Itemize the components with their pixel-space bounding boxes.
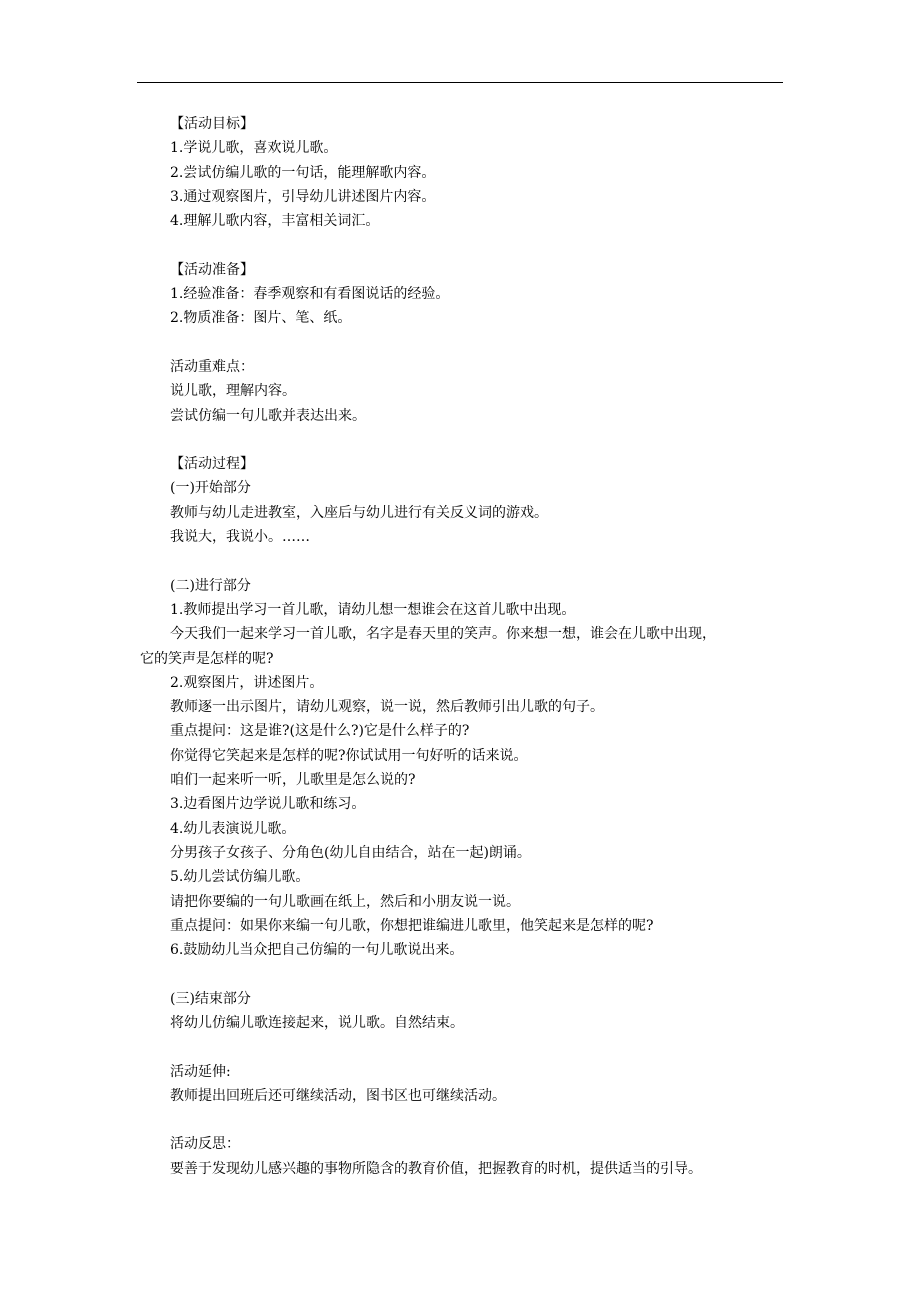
process-heading: 【活动过程】 — [170, 456, 254, 473]
part2-line: 教师逐一出示图片，请幼儿观察，说一说，然后教师引出儿歌的句子。 — [170, 699, 604, 716]
prep-item: 2.物质准备：图片、笔、纸。 — [170, 310, 352, 327]
part2-paragraph-continuation: 它的笑声是怎样的呢? — [140, 650, 274, 667]
spacer — [170, 233, 800, 257]
part2-line: 重点提问：如果你来编一句儿歌，你想把谁编进儿歌里，他笑起来是怎样的呢? — [170, 917, 654, 934]
goal-item: 3.通过观察图片，引导幼儿讲述图片内容。 — [170, 188, 436, 205]
spacer — [170, 962, 800, 986]
prep-item: 1.经验准备：春季观察和有看图说话的经验。 — [170, 286, 450, 303]
part2-line: 6.鼓励幼儿当众把自己仿编的一句儿歌说出来。 — [170, 942, 464, 959]
part2-line: 3.边看图片边学说儿歌和练习。 — [170, 796, 366, 813]
part2-line: 重点提问：这是谁?(这是什么?)它是什么样子的? — [170, 723, 470, 740]
prep-heading: 【活动准备】 — [170, 261, 254, 278]
goals-heading: 【活动目标】 — [170, 116, 254, 132]
key-item: 说儿歌，理解内容。 — [170, 383, 296, 400]
part2-step: 1.教师提出学习一首儿歌，请幼儿想一想谁会在这首儿歌中出现。 — [170, 601, 576, 618]
document-body — [140, 112, 800, 1181]
goal-item: 4.理解儿歌内容，丰富相关词汇。 — [170, 213, 380, 230]
key-item: 尝试仿编一句儿歌并表达出来。 — [170, 407, 366, 424]
part2-paragraph-first-line: 今天我们一起来学习一首儿歌，名字是春天里的笑声。你来想一想，谁会在儿歌中出现， — [170, 626, 716, 643]
spacer — [170, 428, 800, 452]
reflection-heading: 活动反思： — [170, 1136, 240, 1153]
key-heading: 活动重难点： — [170, 358, 254, 375]
part2-line: 咱们一起来听一听，儿歌里是怎么说的? — [170, 772, 416, 789]
reflection-text: 要善于发现幼儿感兴趣的事物所隐含的教育价值，把握教育的时机，提供适当的引导。 — [170, 1160, 702, 1177]
part2-line: 请把你要编的一句儿歌画在纸上，然后和小朋友说一说。 — [170, 893, 520, 910]
part1-line: 教师与幼儿走进教室，入座后与幼儿进行有关反义词的游戏。 — [170, 504, 548, 521]
part2-title: (二)进行部分 — [170, 577, 251, 594]
part1-title: (一)开始部分 — [170, 480, 251, 497]
spacer — [170, 549, 800, 573]
goal-item: 1.学说儿歌，喜欢说儿歌。 — [170, 140, 338, 157]
spacer — [170, 1035, 800, 1059]
part2-line: 4.幼儿表演说儿歌。 — [170, 820, 296, 837]
goal-item: 2.尝试仿编儿歌的一句话，能理解歌内容。 — [170, 164, 436, 181]
spacer — [170, 1108, 800, 1132]
part2-line: 你觉得它笑起来是怎样的呢?你试试用一句好听的话来说。 — [170, 747, 528, 764]
part3-line: 将幼儿仿编儿歌连接起来，说儿歌。自然结束。 — [170, 1014, 464, 1031]
part3-title: (三)结束部分 — [170, 990, 251, 1007]
spacer — [170, 331, 800, 355]
header-rule — [137, 82, 783, 83]
extension-heading: 活动延伸: — [170, 1063, 231, 1080]
extension-text: 教师提出回班后还可继续活动，图书区也可继续活动。 — [170, 1087, 506, 1104]
part1-line: 我说大，我说小。…… — [170, 529, 310, 546]
part2-line: 5.幼儿尝试仿编儿歌。 — [170, 869, 310, 886]
part2-line: 分男孩子女孩子、分角色(幼儿自由结合，站在一起)朗诵。 — [170, 844, 531, 861]
part2-line: 2.观察图片，讲述图片。 — [170, 674, 324, 691]
